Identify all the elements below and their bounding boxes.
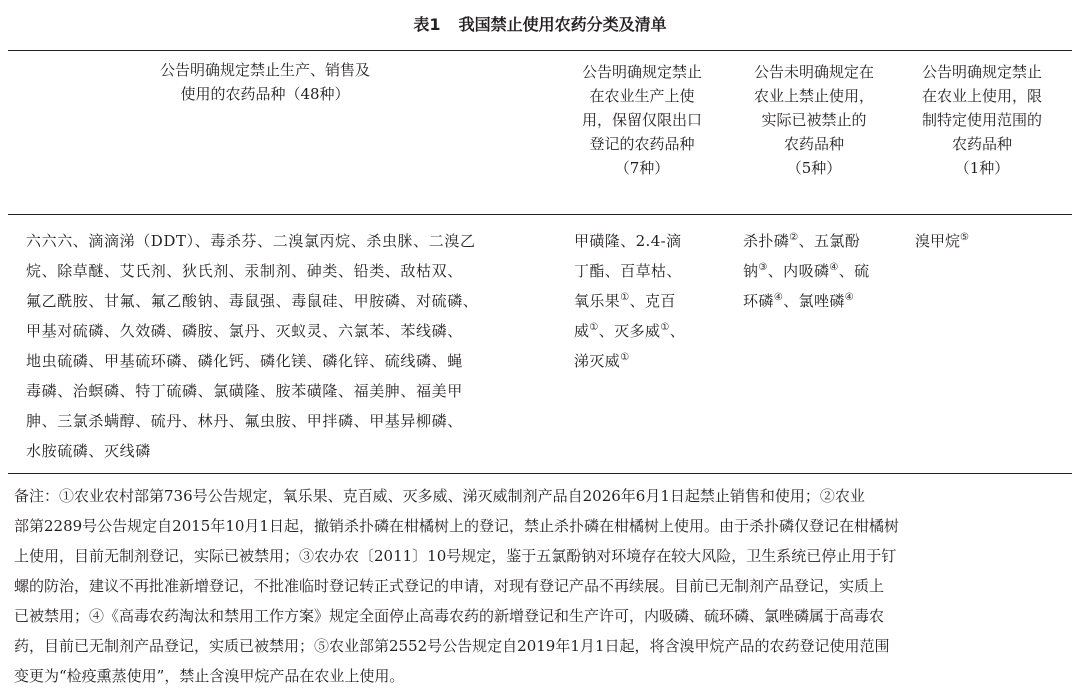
pesticide-name: 、内吸磷	[767, 262, 830, 280]
header-line: 实际已被禁止的	[761, 111, 867, 129]
body-col-4	[915, 226, 1065, 256]
footnote-mark: ①	[620, 292, 630, 303]
body-line	[574, 346, 716, 376]
header-line: （1种）	[954, 159, 1010, 177]
header-line: 在农业上使用，限	[921, 87, 1042, 105]
table-title	[0, 12, 1080, 35]
body-line: 胂、三氯杀螨醇、硫丹、林丹、氟虫胺、甲拌磷、甲基异柳磷、	[26, 412, 463, 430]
header-line: 农业上禁止使用，	[753, 87, 874, 105]
header-line: （5种）	[786, 159, 842, 177]
note-line: 变更为“检疫熏蒸使用”，禁止含溴甲烷产品在农业上使用。	[14, 667, 405, 685]
footnote-mark: ④	[844, 292, 855, 303]
note-line: 药，目前已无制剂产品登记，实质已被禁用；⑤农业部第2552号公告规定自2019年1月1日起，将含溴甲烷产品的农药登记使用范围	[14, 637, 890, 655]
text-run: 、五氯酚	[798, 232, 861, 250]
body-col-1	[26, 226, 550, 466]
header-col-2	[566, 60, 718, 180]
header-line: 农药品种	[783, 135, 844, 153]
note-line: 部第2289号公告规定自2015年10月1日起，撤销杀扑磷在柑橘树上的登记，禁止杀扑磷在柑橘树上使用。由于杀扑磷仅登记在柑橘树	[14, 517, 899, 535]
pesticide-name: 钠	[743, 262, 759, 280]
body-line	[743, 256, 888, 286]
body-line	[574, 316, 716, 346]
body-line: 六六六、滴滴涕（DDT）、毒杀芬、二溴氯丙烷、杀虫脒、二溴乙	[26, 232, 476, 250]
header-line: 在农业生产上使	[589, 87, 695, 105]
header-line: 制特定使用范围的	[921, 111, 1042, 129]
footnote-mark: ④	[829, 262, 839, 273]
footnote-mark: ①	[589, 322, 599, 333]
table-title-text: 我国禁止使用农药分类及清单	[458, 15, 667, 34]
note-line: 备注：①农业农村部第736号公告规定，氧乐果、克百威、灭多威、涕灭威制剂产品自2026年6月1日起禁止销售和使用；②农业	[14, 487, 865, 505]
body-line: 丁酯、百草枯、	[574, 262, 682, 280]
header-col-4	[906, 60, 1058, 180]
body-line: 甲磺隆、2.4-滴	[574, 232, 682, 250]
pesticide-name: 溴甲烷	[915, 232, 961, 250]
bottom-rule	[8, 473, 1072, 474]
table-note	[14, 481, 1066, 691]
body-line	[743, 226, 888, 256]
body-line	[574, 286, 716, 316]
table-number: 表1	[413, 15, 441, 34]
header-line: 公告明确规定禁止生产、销售及	[159, 61, 370, 79]
header-line: （7种）	[614, 159, 670, 177]
body-col-2	[574, 226, 716, 376]
footnote-mark: ①	[660, 322, 670, 333]
body-line: 毒磷、治螟磷、特丁硫磷、氯磺隆、胺苯磺隆、福美胂、福美甲	[26, 382, 463, 400]
header-line: 公告明确规定禁止	[921, 63, 1042, 81]
body-line: 水胺硫磷、灭线磷	[26, 442, 151, 460]
header-line: 使用的农药品种（48种）	[180, 85, 350, 103]
header-line: 登记的农药品种	[589, 135, 695, 153]
note-line: 已被禁用；④《高毒农药淘汰和禁用工作方案》规定全面停止高毒农药的新增登记和生产许可，内吸磷、硫环磷、氯唑磷属于高毒农	[14, 607, 885, 625]
footnote-mark: ①	[620, 352, 630, 363]
pesticide-name: 、灭多威	[598, 322, 661, 340]
body-line: 氟乙酰胺、甘氟、氟乙酸钠、毒鼠强、毒鼠硅、甲胺磷、对硫磷、	[26, 292, 479, 310]
footnote-mark: ③	[758, 262, 768, 273]
body-line	[743, 286, 888, 316]
body-line: 烷、除草醚、艾氏剂、狄氏剂、汞制剂、砷类、铅类、敌枯双、	[26, 262, 463, 280]
text-run: 、	[669, 322, 686, 340]
body-col-3	[743, 226, 888, 316]
header-line: 公告未明确规定在	[753, 63, 874, 81]
top-rule	[8, 50, 1072, 51]
header-rule	[8, 214, 1072, 215]
header-col-1	[60, 58, 470, 106]
footnote-mark: ⑤	[960, 232, 969, 243]
header-line: 公告明确规定禁止	[581, 63, 702, 81]
pesticide-name: 杀扑磷	[743, 232, 790, 250]
body-line: 地虫硫磷、甲基硫环磷、磷化钙、磷化镁、磷化锌、硫线磷、蝇	[26, 352, 463, 370]
pesticide-name: 涕灭威	[574, 352, 621, 370]
text-run: 、硫	[838, 262, 870, 280]
pesticide-name: 氧乐果	[574, 292, 621, 310]
footnote-mark: ②	[789, 232, 799, 243]
header-col-3	[738, 60, 890, 180]
footnote-mark: ④	[773, 292, 784, 303]
note-line: 螺的防治，建议不再批准新增登记，不批准临时登记转正式登记的申请，对现有登记产品不再续展。目前已无制剂产品登记，实质上	[14, 577, 885, 595]
pesticide-name: 环磷	[743, 292, 774, 310]
body-line	[915, 226, 1065, 256]
header-line: 用，保留仅限出口	[581, 111, 702, 129]
text-run: 、克百	[629, 292, 676, 310]
body-line: 甲基对硫磷、久效磷、磷胺、氯丹、灭蚁灵、六氯苯、苯线磷、	[26, 322, 463, 340]
pesticide-name: 、氯唑磷	[783, 292, 845, 310]
header-line: 农药品种	[951, 135, 1012, 153]
pesticide-name: 威	[574, 322, 590, 340]
note-line: 上使用，目前无制剂登记，实际已被禁用；③农办农〔2011〕10号规定，鉴于五氯酚钠对环境存在较大风险，卫生系统已停止用于钉	[14, 547, 897, 565]
